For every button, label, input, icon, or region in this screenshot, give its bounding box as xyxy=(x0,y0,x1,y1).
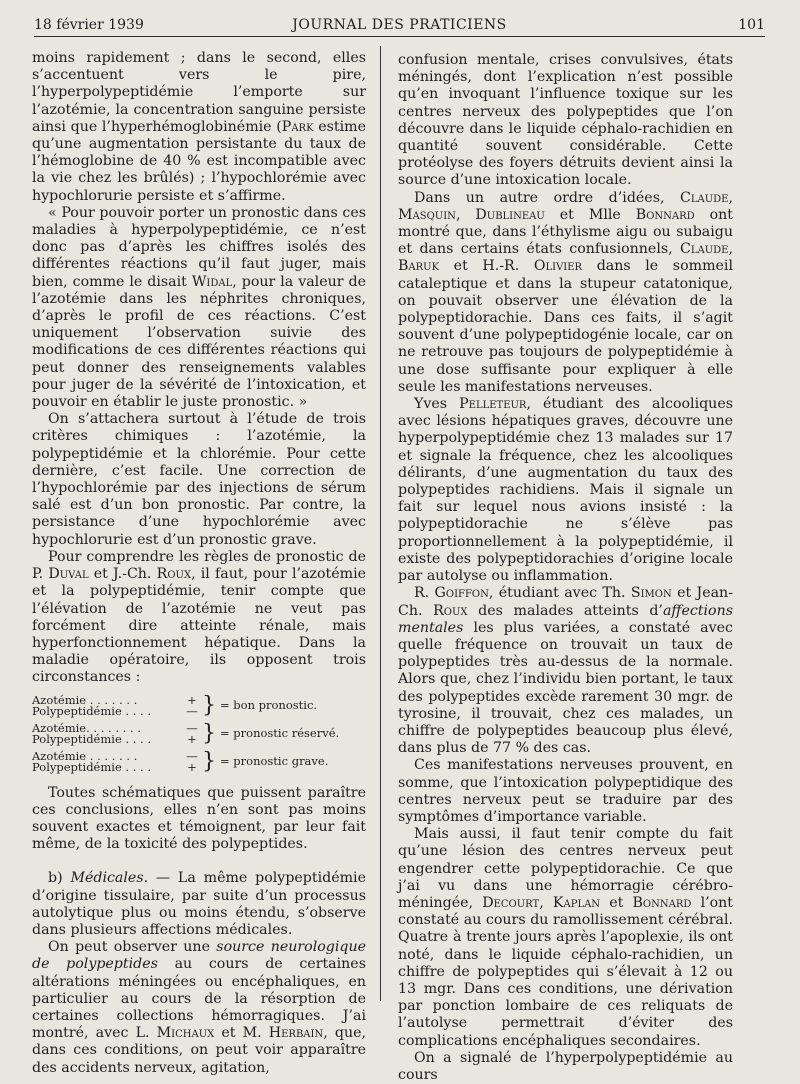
paragraph: Dans un autre ordre d’idées, Claude, Masquin, Dublineau et Mlle Bonnard ont montré que, dans l’éthylisme aigu ou subaigu et dans certains états confusionnels, Claude, Baruk et H.-R. Olivier dans le sommeil cataleptique et dans la stupeur catatonique, on pouvait observer une élévation de la polypeptidorachie. Dans ces faits, il s’agit souvent d’une polypeptidogénie locale, car on ne retrouve pas toujours de polypeptidémie à une dose suffisante pour expliquer à elle seule les manifestations nerveuses. xyxy=(398,189,733,395)
page-number: 101 xyxy=(738,17,765,33)
table-row: Azotémie. . . . . . . . Polypeptidémie . . . . — + } = pronostic réservé. xyxy=(32,720,340,746)
paragraph: On a signalé de l’hyperpolypeptidémie au cours xyxy=(398,1049,733,1083)
paragraph: Yves Pelleteur, étudiant des alcooliques avec lésions hépatiques graves, découvre une hyperpolypeptidémie chez 13 malades sur 17 et signale la fréquence, chez les alcooliques délirants, d’une augmentation du taux des polypeptides rachidiens. Mais il signale un fait sur lequel nous avions insisté : la polypeptidorachie ne s’élève pas proportionnellement à la polypeptidémie, il existe des polypeptidorachies d’origine locale par autolyse ou inflammation. xyxy=(398,396,733,585)
right-column xyxy=(398,52,733,1084)
page-header xyxy=(34,14,765,37)
paragraph: confusion mentale, crises convulsives, états méningés, dont l’explication n’est possible qu’en invoquant l’influence toxique sur les centres nerveux des polypeptides que l’on découvre dans le liquide céphalo-rachidien en quantité souvent considérable. Cette protéolyse des foyers détruits devient ainsi la source d’une intoxication locale. xyxy=(398,52,733,189)
header-date: 18 février 1939 xyxy=(34,17,144,33)
table-row: Azotémie . . . . . . . Polypeptidémie . . . . — + } = pronostic grave. xyxy=(32,748,329,774)
paragraph: On peut observer une source neurologique de polypeptides au cours de certaines altérations méningées ou encéphaliques, en particulier au cours de la résorption de certaines collections hémorragiques. J’ai montré, avec L. Michaux et M. Herbain, que, dans ces conditions, on peut voir apparaître des accidents nerveux, agitation, xyxy=(32,939,367,1076)
paragraph: Mais aussi, il faut tenir compte du fait qu’une lésion des centres nerveux peut engendrer cette polypeptidorachie. Ce que j’ai vu dans une hémorragie cérébro-méningée, Decourt, Kaplan et Bonnard l’ont constaté au cours du ramollissement cérébral. Quatre à trente jours après l’apoplexie, ils ont noté, dans le liquide céphalo-rachidien, un chiffre de polypeptides qui s’élevait à 12 ou 13 mgr. Dans ces conditions, une dérivation par ponction lombaire de ces reliquats de l’autolyse permettrait d’éviter des complications encéphaliques secondaires. xyxy=(398,826,733,1049)
paragraph: b) Médicales. — La même polypeptidémie d’origine tissulaire, par suite d’un processus autolytique plus ou moins étendu, s’observe dans plusieurs affections médicales. xyxy=(32,870,366,938)
left-column xyxy=(32,50,366,1077)
prognosis-table xyxy=(32,692,366,774)
paragraph: Toutes schématiques que puissent paraître ces conclusions, elles n’en sont pas moins souvent exactes et témoignent, par leur fait même, de la toxicité des polypeptides. xyxy=(32,784,366,853)
paragraph: « Pour pouvoir porter un pronostic dans ces maladies à hyperpolypeptidémie, ce n’est donc pas d’après les chiffres isolés des différentes réactions qu’il faut juger, mais bien, comme le disait Widal, pour la valeur de l’azotémie dans les néphrites chroniques, d’après le profil de ces réactions. C’est uniquement l’observation suivie des modifications de ces différentes réactions qui peut donner des renseignements valables pour juger de la sévérité de l’intoxication, et pouvoir en établir le juste pronostic. » xyxy=(32,204,366,411)
paragraph: moins rapidement ; dans le second, elles s’accentuent vers le pire, l’hyperpolypeptidémie l’emporte sur l’azotémie, la concentration sanguine persiste ainsi que l’hyperhémoglobinémie (Park estime qu’une augmentation persistante du taux de l’hémoglobine de 40 % est incompatible avec la vie chez les brûlés) ; l’hypochlorémie avec hypochlorurie persiste et s’affirme. xyxy=(32,50,366,204)
column-divider xyxy=(380,46,381,1001)
table-row: Azotémie . . . . . . . Polypeptidémie . . . . + — } = bon pronostic. xyxy=(32,692,318,718)
paragraph: R. Goiffon, étudiant avec Th. Simon et Jean-Ch. Roux des malades atteints d’affections mentales les plus variées, a constaté avec quelle fréquence on trouvait un taux de polypeptides très au-dessus de la normale. Alors que, chez l’individu bien portant, le taux des polypeptides excède rarement 30 mgr. de tyrosine, il trouvait, chez ces malades, un chiffre de polypeptides beaucoup plus élevé, dans plus de 77 % des cas. xyxy=(398,585,733,757)
paragraph: Ces manifestations nerveuses prouvent, en somme, que l’intoxication polypeptidique des centres nerveux peut se traduire par des symptômes d’importance variable. xyxy=(398,757,733,825)
journal-title: JOURNAL DES PRATICIENS xyxy=(292,17,507,33)
paragraph: On s’attachera surtout à l’étude de trois critères chimiques : l’azotémie, la polypeptidémie et la chlorémie. Pour cette dernière, c’est facile. Une correction de l’hypochlorémie par des injections de sérum salé est d’un bon pronostic. Par contre, la persistance d’une hypochlorémie avec hypochlorurie est d’un pronostic grave. xyxy=(32,411,366,548)
paragraph: Pour comprendre les règles de pronostic de P. Duval et J.-Ch. Roux, il faut, pour l’azotémie et la polypeptidémie, tenir compte que l’élévation de l’azotémie ne veut pas forcément dire atteinte rénale, mais hyperfonctionnement hépatique. Dans la maladie opératoire, ils opposent trois circonstances : xyxy=(32,548,366,686)
